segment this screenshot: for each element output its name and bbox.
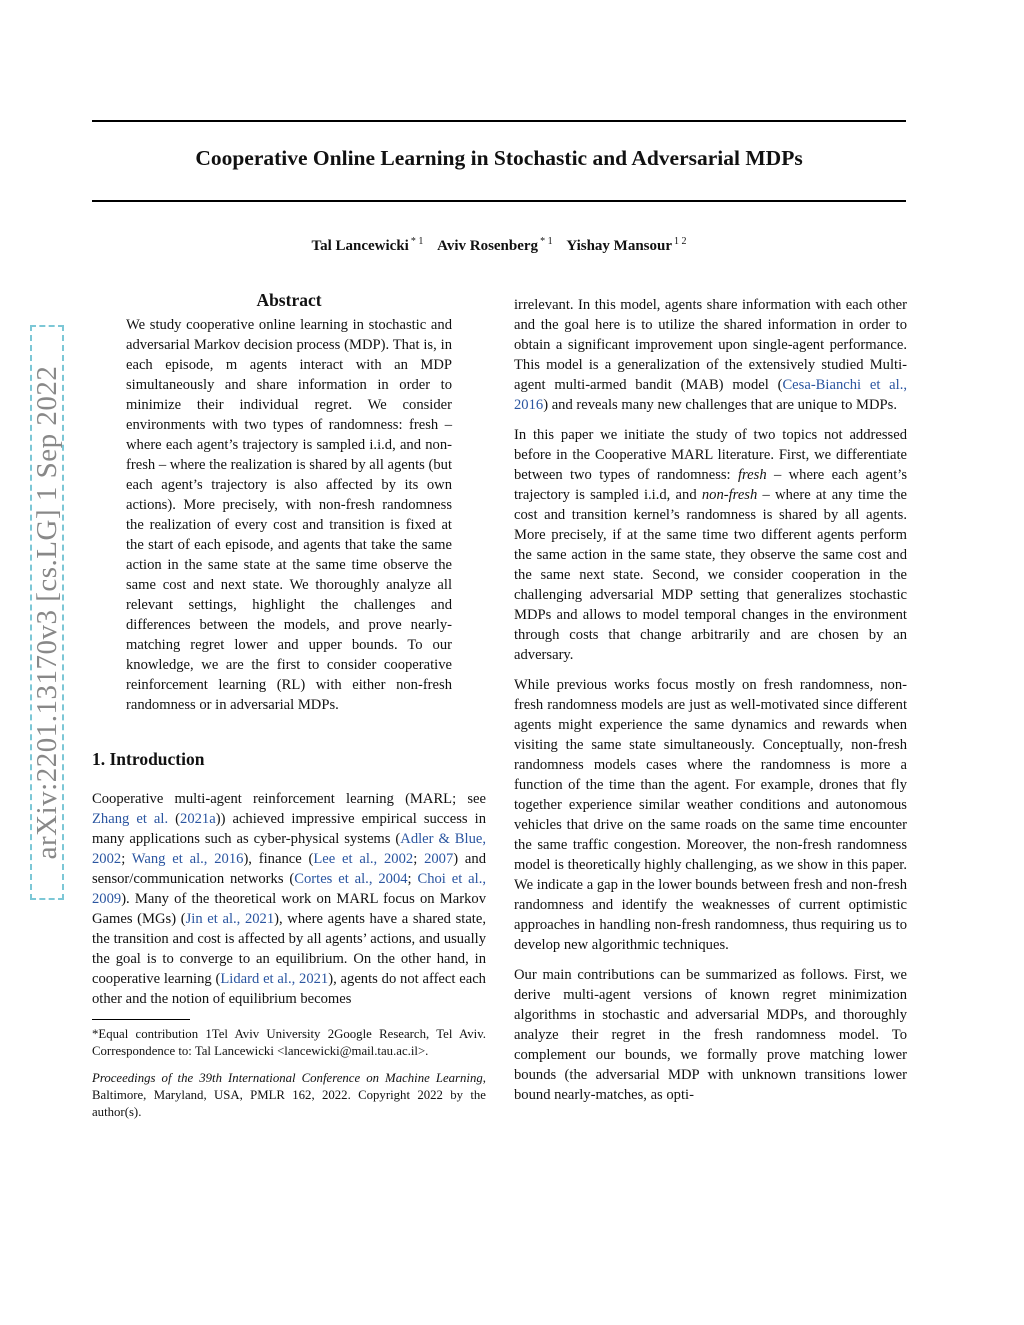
intro-paragraph: Cooperative multi-agent reinforcement learning (MARL; see Zhang et al. (2021a)) achieved impressive empirical success in many applications such as cyber-physical systems (Adler & Blue, 2002; Wang et al., 2016), finance (Lee et al., 2002; 2007) and sensor/communication networks (Cortes et al., 2004; Choi et al., 2009). Many of the theoretical work on MARL focus on Markov Games (MGs) (Jin et al., 2021), where agents have a shared state, the transition and cost is affected by all agents’ actions, and usually the goal is to converge to an equilibrium. On the other hand, in cooperative learning (Lidard et al., 2021), agents do not affect each other and the notion of equilibrium becomes <box>92 791 486 1007</box>
author: Tal Lancewicki $^{* 1}$ <box>311 236 424 254</box>
section-heading-introduction: 1. Introduction <box>92 749 205 769</box>
left-column <box>92 290 486 1131</box>
title-top-rule <box>92 120 906 122</box>
citation-link[interactable]: Lidard et al., 2021 <box>220 971 329 987</box>
citation-link[interactable]: Cortes et al., 2004 <box>294 871 408 887</box>
citation-link[interactable]: 2007 <box>424 851 454 867</box>
citation-link[interactable]: Zhang et al. <box>92 811 169 827</box>
footnote: *Equal contribution 1Tel Aviv University 2Google Research, Tel Aviv. Correspondence to: Tal Lancewicki <lancewicki@mail.tau.ac.il>. <box>92 1027 486 1058</box>
intro-paragraph: irrelevant. In this model, agents share information with each other and the goal here is to utilize the shared information in order to obtain a significant improvement upon single-agent performance. This model is a generalization of the extensively studied Multi-agent multi-armed bandit (MAB) model (Cesa-Bianchi et al., 2016) and reveals many new challenges that are unique to MDPs. <box>514 297 908 413</box>
arxiv-identifier[interactable]: arXiv:2201.13170v3 [cs.LG] 1 Sep 2022 <box>30 325 64 900</box>
author: Aviv Rosenberg $^{* 1}$ <box>437 236 553 254</box>
citation-link[interactable]: Choi et al., 2009 <box>92 871 486 907</box>
intro-paragraph: While previous works focus mostly on fresh randomness, non-fresh randomness models are just as well-motivated since different agents might experience the same dynamics and rewards when visiting the same state simultaneously. Conceptually, non-fresh randomness models cases where the randomness is more a function of the time than the agent. For example, drones that fly together experience similar weather conditions and autonomous vehicles that drive on the same roads on the same time encounter the same traffic congestion. Moreover, the non-fresh randomness model is theoretically highly challenging, as we show in this paper. We indicate a gap in the lower bounds between fresh and non-fresh randomness and identify the weaknesses of current optimistic approaches in handling non-fresh randomness, thus requiring us to develop new algorithmic techniques. <box>514 677 907 953</box>
citation-link[interactable]: Adler & Blue, 2002 <box>92 831 486 867</box>
citation-link[interactable]: Jin et al., 2021 <box>185 911 275 927</box>
citation-link[interactable]: Wang et al., 2016 <box>131 851 244 867</box>
intro-paragraph: In this paper we initiate the study of two topics not addressed before in the Cooperative MARL literature. First, we differentiate between two types of randomness: fresh – where each agent’s trajectory is sampled i.i.d, and non-fresh – where at any time the cost and transition kernel’s randomness is shared by all agents. More precisely, if at the same time two different agents perform the same action in the same state, they observe the same cost and the same next state. Second, we consider cooperation in the challenging adversarial MDP setting that generalizes stochastic MDPs and allows to model temporal changes in the environment through costs that change arbitrarily and are chosen by an adversary. <box>514 427 908 663</box>
intro-paragraph: Our main contributions can be summarized as follows. First, we derive multi-agent versions of known regret minimization algorithms in stochastic and adversarial MDPs, and thoroughly analyze their regret in the fresh randomness model. To complement our bounds, we formally prove matching lower bounds (the adversarial MDP with unknown transitions lower bound nearly-matches, as opti- <box>514 967 907 1103</box>
author-list <box>92 236 906 255</box>
paper-title: Cooperative Online Learning in Stochastic and Adversarial MDPs <box>195 146 803 170</box>
title-bottom-rule <box>92 200 906 202</box>
right-column <box>514 295 907 1115</box>
proceedings-note: Proceedings of the 39th International Conference on Machine Learning, Baltimore, Maryland, USA, PMLR 162, 2022. Copyright 2022 by the author(s). <box>92 1071 486 1119</box>
citation-link[interactable]: 2021a <box>180 811 216 827</box>
abstract-heading: Abstract <box>256 290 322 310</box>
author: Yishay Mansour $^{1 2}$ <box>566 236 687 254</box>
citation-link[interactable]: Cesa-Bianchi et al., 2016 <box>514 377 908 413</box>
abstract-body: We study cooperative online learning in stochastic and adversarial Markov decision process (MDP). That is, in each episode, m agents interact with an MDP simultaneously and share information in order to minimize their individual regret. We consider environments with two types of randomness: fresh – where each agent’s trajectory is sampled i.i.d, and non-fresh – where the realization is shared by all agents (but each agent’s trajectory is also affected by its own actions). More precisely, with non-fresh randomness the realization of every cost and transition is fixed at the start of each episode, and agents that take the same action in the same state at the same time observe the same cost and next state. We thoroughly analyze all relevant settings, highlight the challenges and differences between the models, and prove nearly-matching regret lower and upper bounds. To our knowledge, we are the first to consider cooperative reinforcement learning (RL) with either non-fresh randomness or in adversarial MDPs. <box>126 317 452 713</box>
citation-link[interactable]: Lee et al., 2002 <box>313 851 414 867</box>
footnote-rule <box>92 1019 190 1020</box>
